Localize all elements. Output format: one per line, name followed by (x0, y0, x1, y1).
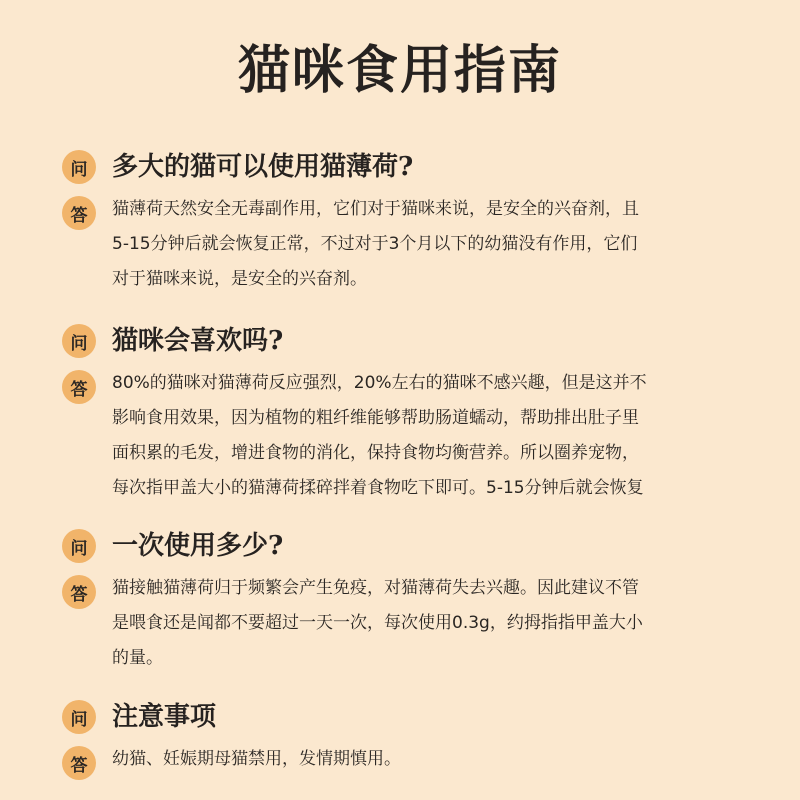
question-row (62, 148, 762, 186)
qa-item (62, 527, 762, 676)
answer-badge-icon: 答 (62, 575, 96, 609)
question-badge-icon: 问 (62, 529, 96, 563)
answer-text (112, 742, 762, 777)
question-text: 一次使用多少? (112, 531, 284, 561)
qa-item (62, 148, 762, 297)
answer-row (62, 366, 762, 506)
answer-line: 猫薄荷天然安全无毒副作用，它们对于猫咪来说，是安全的兴奋剂，且 (112, 199, 639, 219)
answer-text (112, 571, 762, 676)
answer-line: 面积累的毛发，增进食物的消化，保持食物均衡营养。所以圈养宠物， (112, 443, 639, 463)
answer-row (62, 192, 762, 297)
answer-line: 影响食用效果，因为植物的粗纤维能够帮助肠道蠕动，帮助排出肚子里 (112, 408, 639, 428)
answer-row (62, 742, 762, 777)
question-row (62, 698, 762, 736)
question-badge-icon: 问 (62, 324, 96, 358)
qa-item (62, 698, 762, 777)
answer-line: 80%的猫咪对猫薄荷反应强烈，20%左右的猫咪不感兴趣，但是这并不 (112, 373, 647, 393)
answer-line: 幼猫、妊娠期母猫禁用，发情期慎用。 (112, 749, 401, 769)
page-title: 猫咪食用指南 (237, 40, 562, 101)
answer-badge-icon: 答 (62, 196, 96, 230)
question-row (62, 322, 762, 360)
answer-line: 对于猫咪来说，是安全的兴奋剂。 (112, 269, 367, 289)
answer-line: 5-15分钟后就会恢复正常，不过对于3个月以下的幼猫没有作用，它们 (112, 234, 638, 254)
question-row (62, 527, 762, 565)
question-badge-icon: 问 (62, 700, 96, 734)
answer-line: 每次指甲盖大小的猫薄荷揉碎拌着食物吃下即可。5-15分钟后就会恢复 (112, 478, 644, 498)
answer-badge-icon: 答 (62, 746, 96, 780)
question-text: 猫咪会喜欢吗? (112, 326, 284, 356)
answer-text (112, 192, 762, 297)
answer-line: 猫接触猫薄荷归于频繁会产生免疫，对猫薄荷失去兴趣。因此建议不管 (112, 578, 639, 598)
question-text: 多大的猫可以使用猫薄荷? (112, 152, 414, 182)
question-text: 注意事项 (112, 702, 217, 732)
qa-item (62, 322, 762, 506)
question-badge-icon: 问 (62, 150, 96, 184)
answer-text (112, 366, 762, 506)
answer-line: 的量。 (112, 648, 163, 668)
answer-line: 是喂食还是闻都不要超过一天一次，每次使用0.3g，约拇指指甲盖大小 (112, 613, 643, 633)
answer-badge-icon: 答 (62, 370, 96, 404)
answer-row (62, 571, 762, 676)
